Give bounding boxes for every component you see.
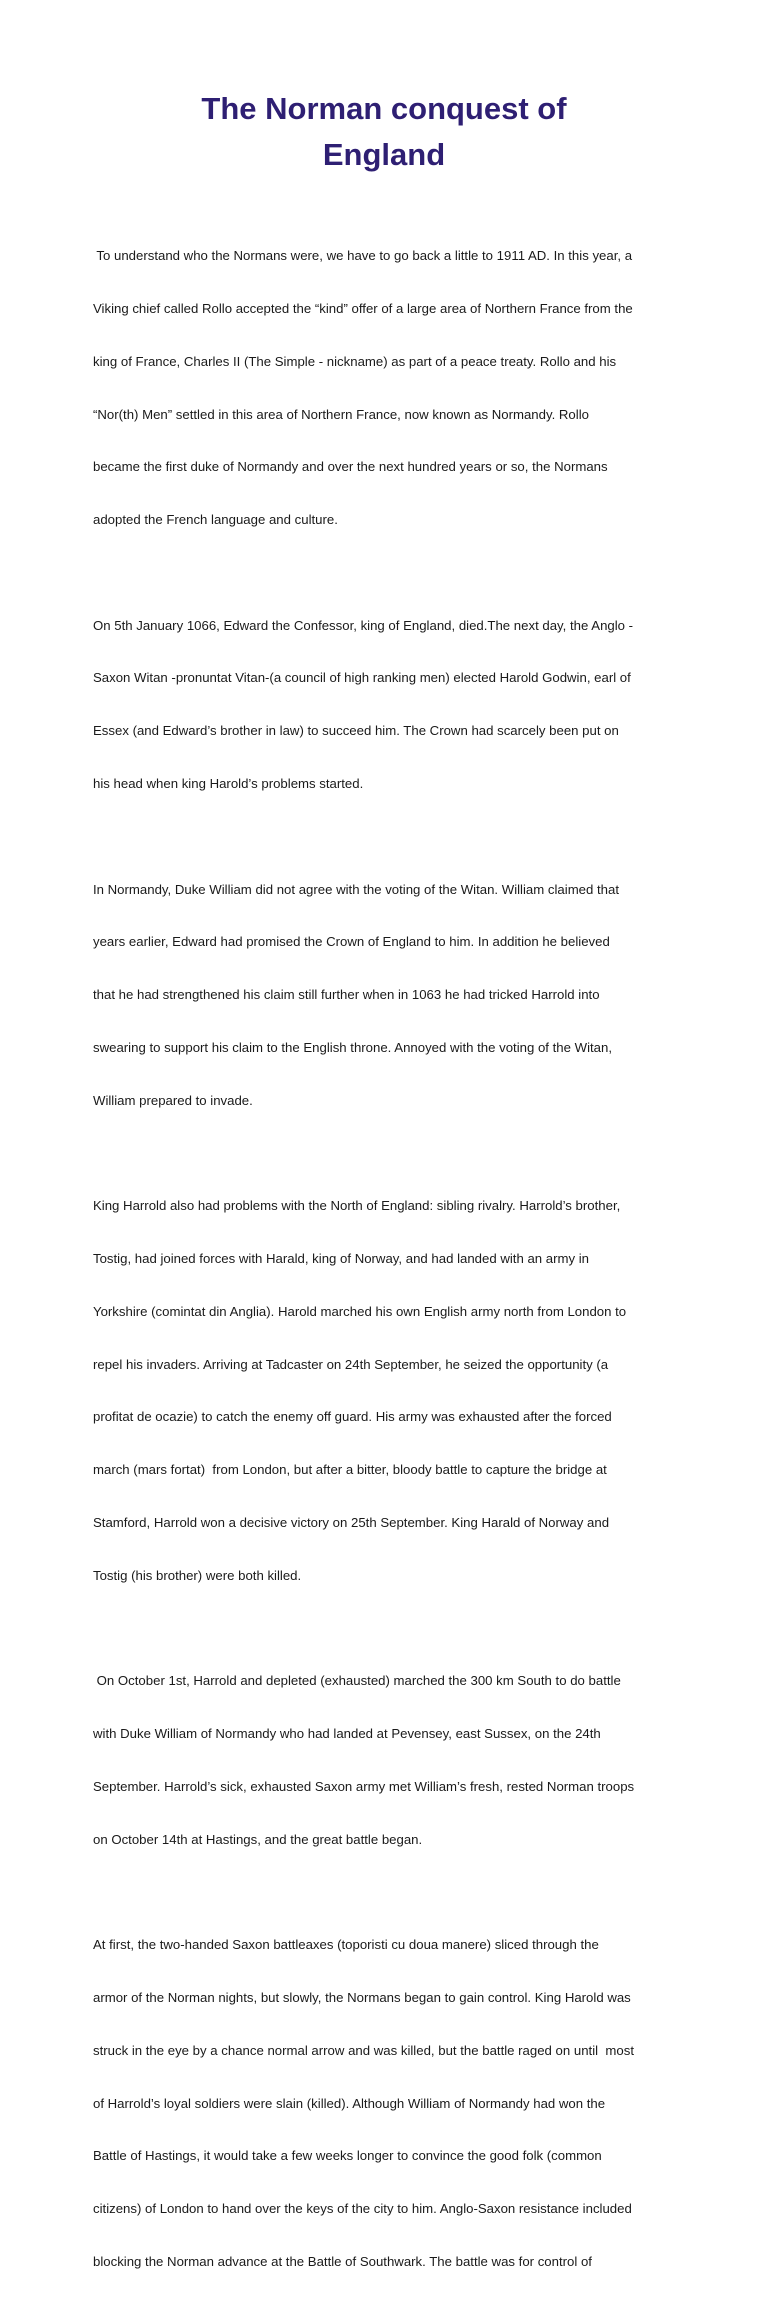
text-line: William prepared to invade. <box>93 1092 253 1108</box>
paragraph-rollo <box>93 212 683 564</box>
text-line: On 5th January 1066, Edward the Confessor, king of England, died.The next day, the Anglo - <box>93 617 634 633</box>
text-line: repel his invaders. Arriving at Tadcaster on 24th September, he seized the opportunity (a <box>93 1356 609 1372</box>
text-line: King Harrold also had problems with the North of England: sibling rivalry. Harrold’s brother, <box>93 1198 621 1214</box>
text-line: swearing to support his claim to the English throne. Annoyed with the voting of the Witan, <box>93 1039 612 1055</box>
text-line: march (mars fortat) from London, but after a bitter, bloody battle to capture the bridge at <box>93 1462 607 1478</box>
text-line: of Harrold’s loyal soldiers were slain (killed). Although William of Normandy had won the <box>93 2095 606 2111</box>
text-line: became the first duke of Normandy and over the next hundred years or so, the Normans <box>93 459 608 475</box>
text-line: “Nor(th) Men” settled in this area of Northern France, now known as Normandy. Rollo <box>93 406 589 422</box>
text-line: adopted the French language and culture. <box>93 512 338 528</box>
text-line: his head when king Harold’s problems started. <box>93 776 364 791</box>
paragraph-harrold-north <box>93 1162 683 1619</box>
text-line: Saxon Witan -pronuntat Vitan-(a council of high ranking men) elected Harold Godwin, earl of <box>93 670 631 686</box>
text-line: September. Harrold’s sick, exhausted Saxon army met William’s fresh, rested Norman troops <box>93 1778 635 1794</box>
text-line: Battle of Hastings, it would take a few weeks longer to convince the good folk (common <box>93 2148 602 2164</box>
text-line: citizens) of London to hand over the keys of the city to him. Anglo-Saxon resistance included <box>93 2201 632 2217</box>
text-line: In Normandy, Duke William did not agree with the voting of the Witan. William claimed that <box>93 881 620 897</box>
text-line: profitat de ocazie) to catch the enemy off guard. His army was exhausted after the forced <box>93 1409 612 1425</box>
text-line: years earlier, Edward had promised the Crown of England to him. In addition he believed <box>93 934 610 950</box>
paragraph-october <box>93 1637 683 1883</box>
text-line: Tostig (his brother) were both killed. <box>93 1567 302 1583</box>
text-line: struck in the eye by a chance normal arrow and was killed, but the battle raged on until most <box>93 2042 634 2058</box>
text-line: Yorkshire (comintat din Anglia). Harold marched his own English army north from London to <box>93 1303 627 1319</box>
text-line: with Duke William of Normandy who had landed at Pevensey, east Sussex, on the 24th <box>93 1726 601 1742</box>
text-line: blocking the Norman advance at the Battle of Southwark. The battle was for control of <box>93 2253 592 2269</box>
text-line: Stamford, Harrold won a decisive victory on 25th September. King Harald of Norway and <box>93 1514 610 1530</box>
title-line-1: The Norman conquest of <box>201 91 567 126</box>
text-line: that he had strengthened his claim still further when in 1063 he had tricked Harrold into <box>93 987 600 1003</box>
text-line: Tostig, had joined forces with Harald, king of Norway, and had landed with an army in <box>93 1251 590 1267</box>
title-line-2: England <box>322 137 446 172</box>
paragraph-battle <box>93 1901 683 2306</box>
text-line: At first, the two-handed Saxon battleaxes (toporisti cu doua manere) sliced through the <box>93 1937 599 1953</box>
text-line: on October 14th at Hastings, and the great battle began. <box>93 1831 423 1847</box>
text-line: To understand who the Normans were, we have to go back a little to 1911 AD. In this year, a <box>93 248 633 264</box>
text-line: Essex (and Edward’s brother in law) to succeed him. The Crown had scarcely been put on <box>93 723 619 739</box>
text-line: Viking chief called Rollo accepted the “kind” offer of a large area of Northern France from the <box>93 300 633 316</box>
text-line: king of France, Charles II (The Simple - nickname) as part of a peace treaty. Rollo and his <box>93 353 617 369</box>
paragraph-edward <box>93 581 683 827</box>
text-line: On October 1st, Harrold and depleted (exhausted) marched the 300 km South to do battle <box>93 1673 621 1689</box>
paragraph-william <box>93 845 683 1144</box>
text-line: armor of the Norman nights, but slowly, the Normans began to gain control. King Harold was <box>93 1989 631 2005</box>
document-title <box>140 86 628 178</box>
document-body <box>93 212 683 2323</box>
